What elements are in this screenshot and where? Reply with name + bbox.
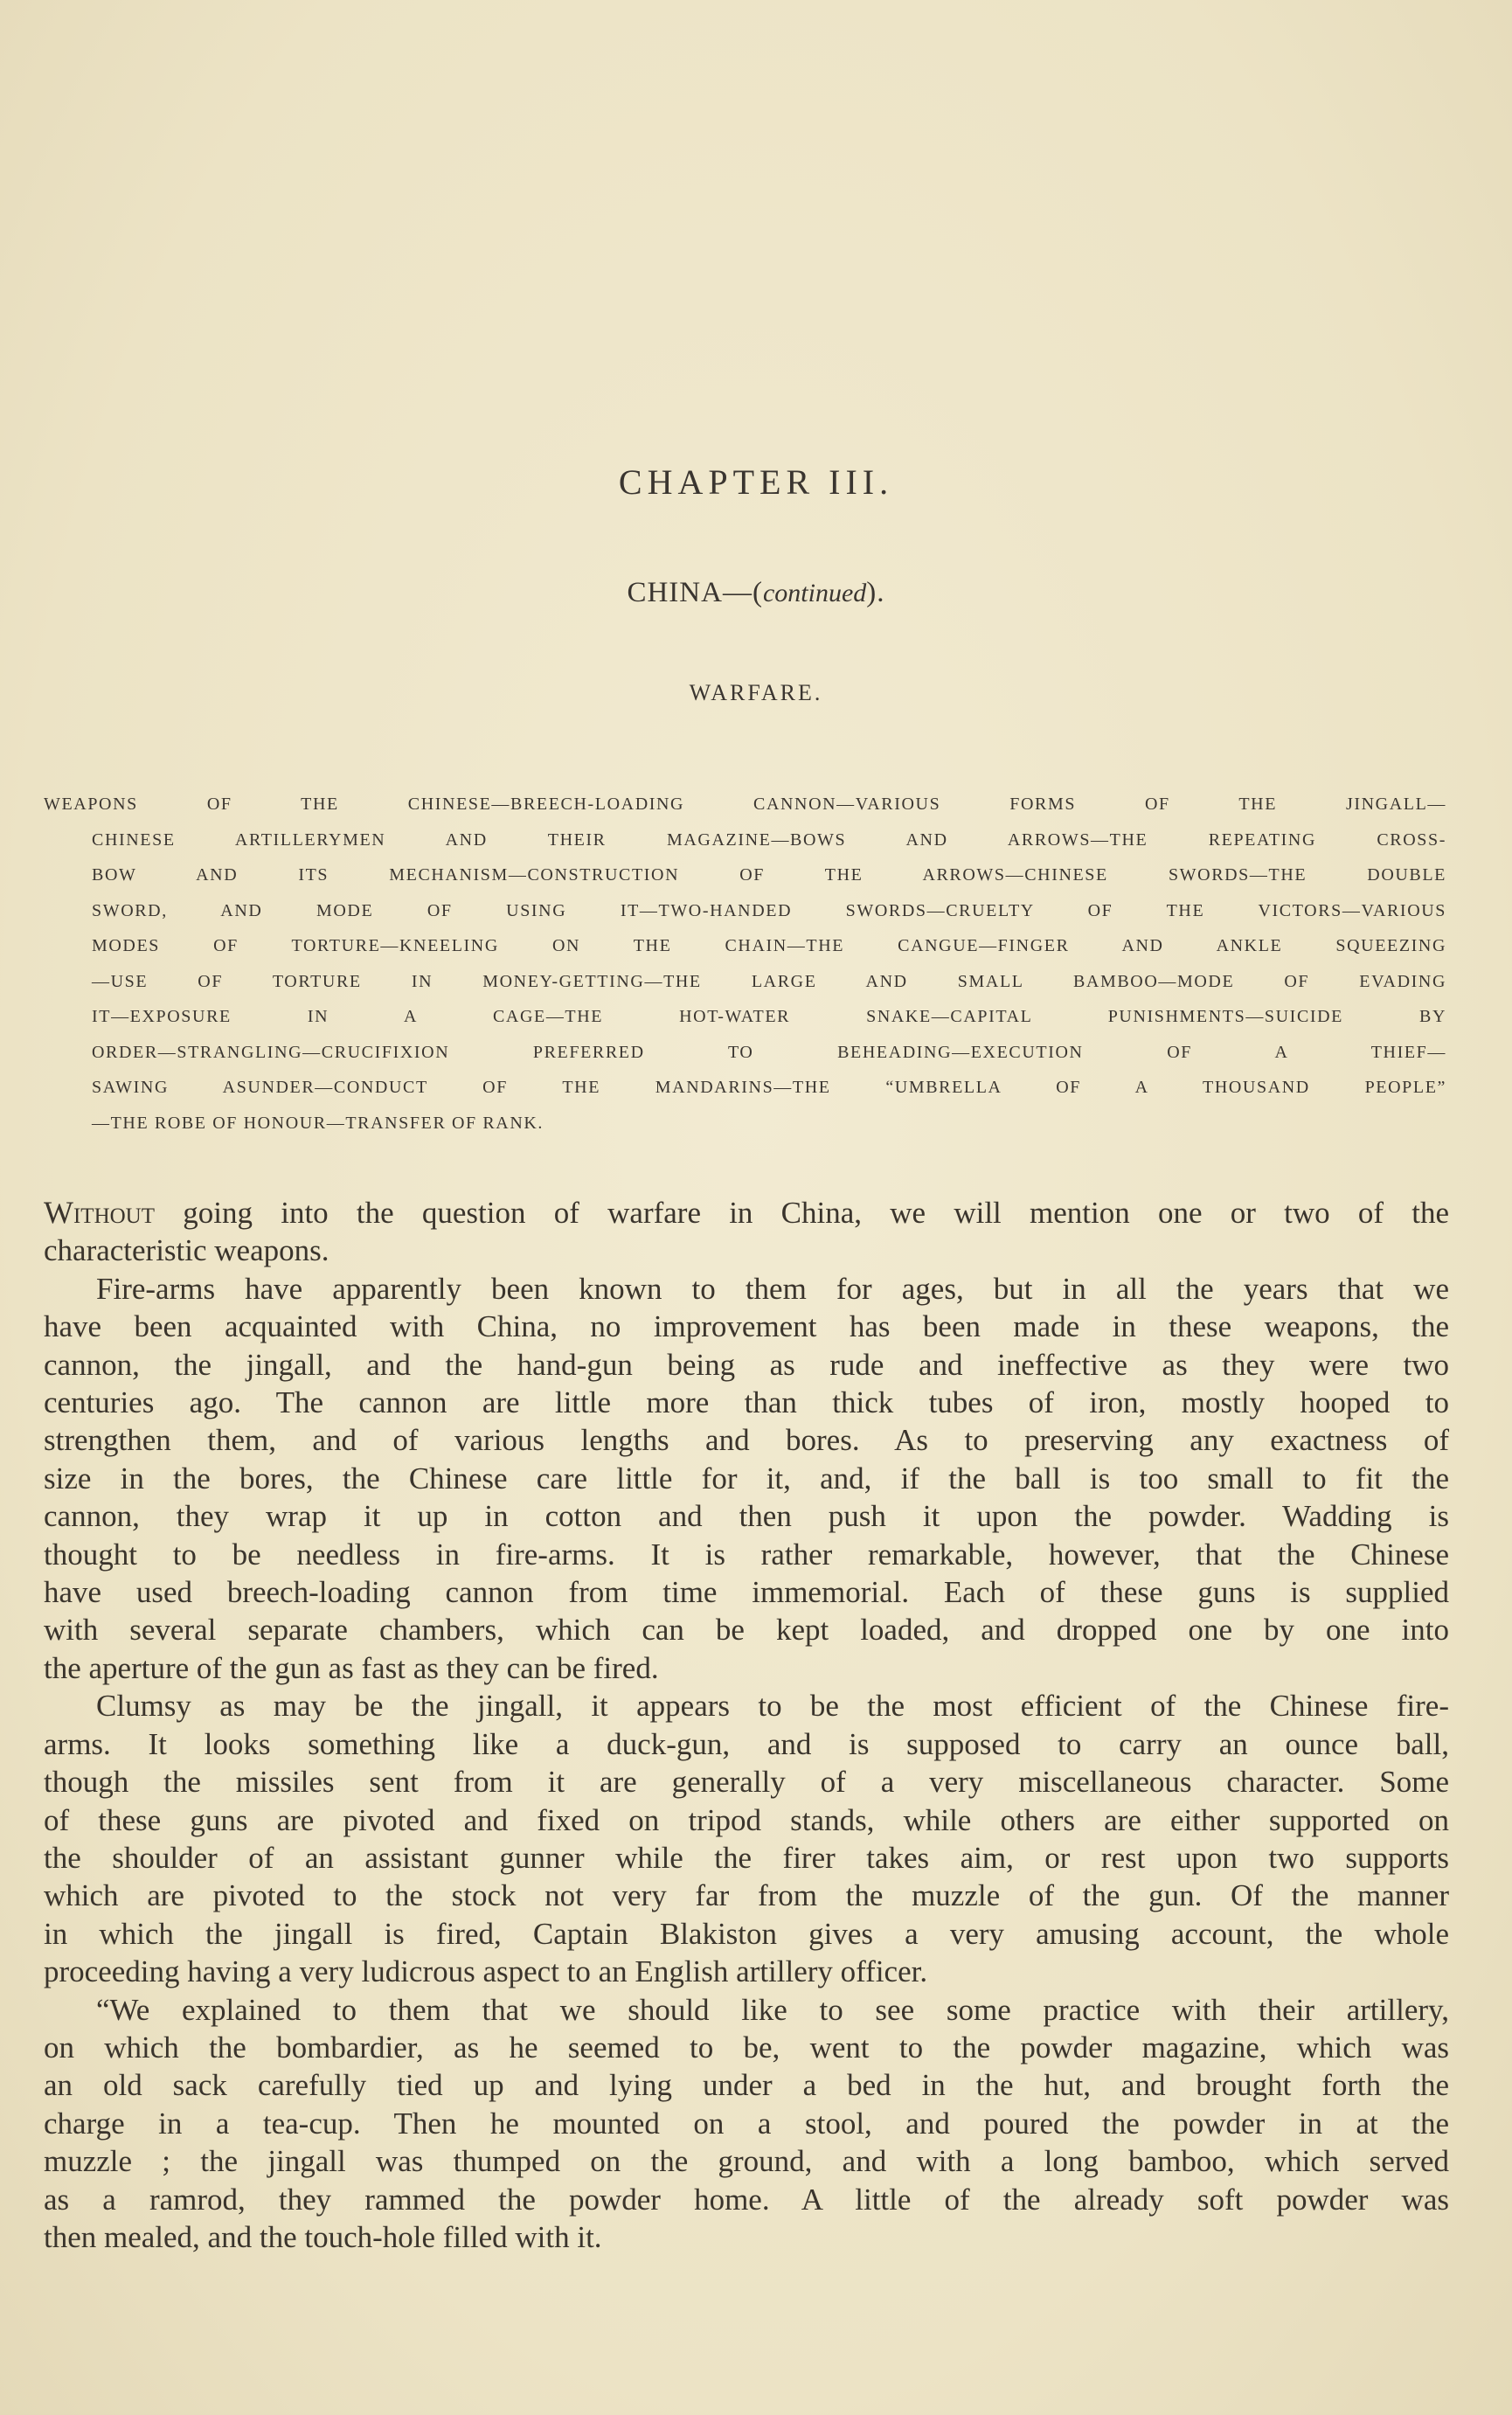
body-line: an old sack carefully tied up and lying under a bed in the hut, and brought forth the [44,2068,1449,2103]
body-line: muzzle ; the jingall was thumped on the ground, and with a long bamboo, which served [44,2144,1449,2179]
body-line: cannon, they wrap it up in cotton and then push it upon the powder. Wadding is [44,1499,1449,1534]
body-line: then mealed, and the touch-hole filled with it. [44,2219,602,2254]
subtitle-main: CHINA—( [627,577,763,608]
summary-line: —THE ROBE OF HONOUR—TRANSFER OF RANK. [92,1113,544,1133]
body-text [44,1194,1449,2256]
body-line: on which the bombardier, as he seemed to be, went to the powder magazine, which was [44,2030,1449,2065]
body-line: have used breech-loading cannon from time immemorial. Each of these guns is supplied [44,1575,1449,1610]
body-line: charge in a tea-cup. Then he mounted on a stool, and poured the powder in at the [44,2106,1449,2141]
body-line: centuries ago. The cannon are little more than thick tubes of iron, mostly hooped to [44,1385,1449,1420]
body-line: “We explained to them that we should like to see some practice with their artillery, [96,1992,1449,2027]
summary-line: SWORD, AND MODE OF USING IT—TWO-HANDED SWORDS—CRUELTY OF THE VICTORS—VARIOUS [92,900,1446,920]
body-line: of these guns are pivoted and fixed on tripod stands, while others are either supported on [44,1802,1449,1837]
section-heading: WARFARE. [689,680,823,705]
summary-line: ORDER—STRANGLING—CRUCIFIXION PREFERRED TO BEHEADING—EXECUTION OF A THIEF— [92,1042,1446,1062]
body-line: strengthen them, and of various lengths and bores. As to preserving any exactness of [44,1423,1449,1458]
body-line: cannon, the jingall, and the hand-gun being as rude and ineffective as they were two [44,1347,1449,1382]
body-line: the shoulder of an assistant gunner while the firer takes aim, or rest upon two supports [44,1840,1449,1875]
body-line: the aperture of the gun as fast as they can be fired. [44,1650,659,1685]
body-line: proceeding having a very ludicrous aspect to an English artillery officer. [44,1954,928,1989]
summary-line: —USE OF TORTURE IN MONEY-GETTING—THE LARGE AND SMALL BAMBOO—MODE OF EVADING [92,971,1446,991]
summary-line: MODES OF TORTURE—KNEELING ON THE CHAIN—THE CANGUE—FINGER AND ANKLE SQUEEZING [92,936,1446,955]
body-line: as a ramrod, they rammed the powder home. A little of the already soft powder was [44,2182,1449,2217]
body-line: thought to be needless in fire-arms. It is rather remarkable, however, that the Chinese [44,1537,1449,1572]
summary-line: WEAPONS OF THE CHINESE—BREECH-LOADING CANNON—VARIOUS FORMS OF THE JINGALL— [44,795,1446,814]
summary-line: BOW AND ITS MECHANISM—CONSTRUCTION OF THE ARROWS—CHINESE SWORDS—THE DOUBLE [92,865,1446,885]
body-line: which are pivoted to the stock not very far from the muzzle of the gun. Of the manner [44,1878,1449,1913]
body-line: have been acquainted with China, no improvement has been made in these weapons, the [44,1309,1449,1344]
body-line: Fire-arms have apparently been known to them for ages, but in all the years that we [96,1271,1449,1306]
body-line: characteristic weapons. [44,1233,329,1268]
chapter-summary [44,787,1446,1141]
subtitle-italic: continued [762,579,867,607]
body-line: with several separate chambers, which can be kept loaded, and dropped one by one into [44,1613,1449,1648]
summary-line: SAWING ASUNDER—CONDUCT OF THE MANDARINS—THE “UMBRELLA OF A THOUSAND PEOPLE” [92,1078,1446,1097]
chapter-title: CHAPTER III. [618,462,894,502]
body-line: Clumsy as may be the jingall, it appears to be the most efficient of the Chinese fire- [96,1689,1449,1724]
body-line: arms. It looks something like a duck-gun, and is supposed to carry an ounce ball, [44,1726,1449,1761]
chapter-subtitle [0,577,1512,609]
body-line: size in the bores, the Chinese care little for it, and, if the ball is too small to fit the [44,1461,1449,1495]
body-line [44,1194,1449,1232]
body-line: though the missiles sent from it are generally of a very miscellaneous character. Some [44,1765,1449,1800]
summary-line: IT—EXPOSURE IN A CAGE—THE HOT-WATER SNAKE—CAPITAL PUNISHMENTS—SUICIDE BY [92,1007,1446,1026]
summary-line: CHINESE ARTILLERYMEN AND THEIR MAGAZINE—BOWS AND ARROWS—THE REPEATING CROSS- [92,829,1446,850]
body-line: in which the jingall is fired, Captain Blakiston gives a very amusing account, the whole [44,1916,1449,1951]
subtitle-end: ). [866,577,885,608]
body-line-text: going into the question of warfare in China, we will mention one or two of the [155,1196,1449,1230]
lead-word: Without [44,1195,156,1230]
